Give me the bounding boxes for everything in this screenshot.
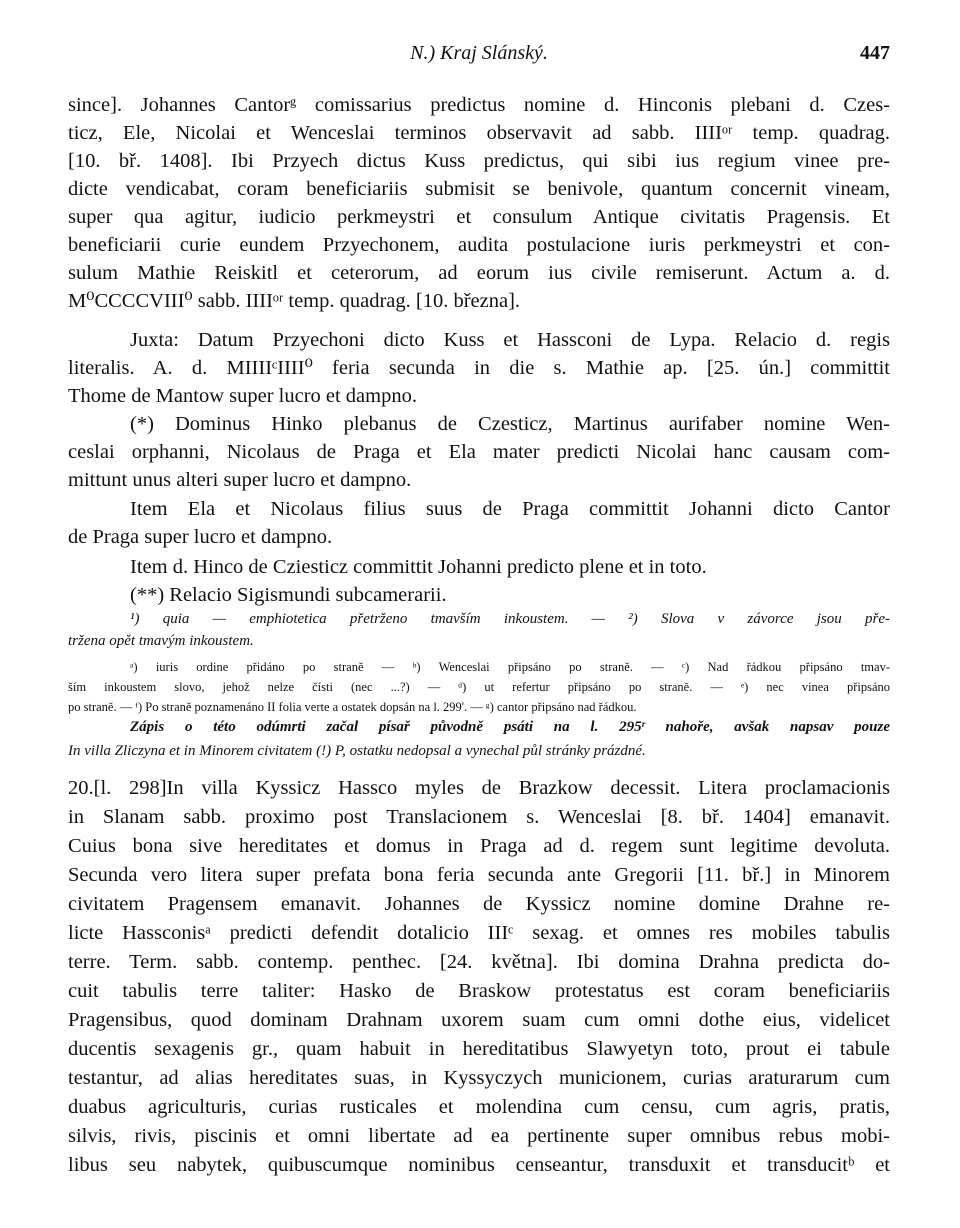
text-line: Pragensibus, quod dominam Drahnam uxorem suam cum omni dothe eius, videlicet [68,1009,890,1031]
document-page [68,0,890,1228]
text-line: Item d. Hinco de Cziesticz committit Johanni predicto plene et in toto. [130,556,707,578]
text-line: 20.[l. 298]In villa Kyssicz Hassco myles de Brazkow decessit. Litera proclamacionis [68,777,890,799]
running-head [68,42,890,72]
text-line: (*) Dominus Hinko plebanus de Czesticz, Martinus aurifaber nomine Wen- [130,413,890,435]
text-line: mittunt unus alteri super lucro et dampno. [68,469,412,491]
text-line: Secunda vero litera super prefata bona feria secunda ante Gregorii [11. bř.] in Minorem [68,864,890,886]
text-line: silvis, rivis, piscinis et omni libertate ad ea pertinente super omnibus rebus mobi- [68,1125,890,1147]
text-line: Cuius bona sive hereditates et domus in Praga ad d. regem sunt legitime devoluta. [68,835,890,857]
text-line: (**) Relacio Sigismundi subcamerarii. [130,584,447,606]
text-line: Item Ela et Nicolaus filius suus de Praga committit Johanni dicto Cantor [130,498,890,520]
text-line: M⁰CCCCVIII⁰ sabb. IIIIᵒʳ temp. quadrag. [10. března]. [68,290,521,312]
text-line: in Slanam sabb. proximo post Translacionem s. Wenceslai [8. bř. 1404] emanavit. [68,806,890,828]
text-line: dicte vendicabat, coram beneficiariis submisit se benivole, quantum concernit vineam, [68,178,890,200]
footnote-line: po straně. — ᶠ) Po straně poznamenáno II folia verte a ostatek dopsán na l. 299'. — ᵍ) cantor připsáno nad řádkou. [68,700,637,714]
text-line: Thome de Mantow super lucro et dampno. [68,385,417,407]
text-line: civitatem Pragensem emanavit. Johannes de Kyssicz nomine domine Drahne re- [68,893,890,915]
text-line: sulum Mathie Reiskitl et ceterorum, ad eorum ius civile remiserunt. Actum a. d. [68,262,890,284]
text-line: testantur, ad alias hereditates suas, in Kyssyczych municionem, curias araturarum cum [68,1067,890,1089]
footnote-line: ším inkoustem slovo, jehož nelze čísti (nec ...?) — ᵈ) ut refertur připsáno po straně. — ᵉ) nec vinea připsáno [68,680,890,694]
text-line: Juxta: Datum Przyechoni dicto Kuss et Hassconi de Lypa. Relacio d. regis [130,329,890,351]
text-line: ducentis sexagenis gr., quam habuit in hereditatibus Slawyetyn toto, prout ei tabule [68,1038,890,1060]
text-line: libus seu nabytek, quibuscumque nominibus censeantur, transduxit et transducitᵇ et [68,1154,890,1176]
text-line: licte Hassconisᵃ predicti defendit dotalicio IIIᶜ sexag. et omnes res mobiles tabulis [68,922,890,944]
text-line: ticz, Ele, Nicolai et Wenceslai terminos observavit ad sabb. IIIIᵒʳ temp. quadrag. [68,122,890,144]
text-line: literalis. A. d. MIIIIᶜIIII⁰ feria secunda in die s. Mathie ap. [25. ún.] committit [68,357,890,379]
text-line: ceslai orphanni, Nicolaus de Praga et Ela mater predicti Nicolai hanc causam com- [68,441,890,463]
text-line: cuit tabulis terre taliter: Hasko de Braskow protestatus est coram beneficiariis [68,980,890,1002]
text-line: beneficiarii curie eundem Przyechonem, audita postulacione iuris perkmeystri et con- [68,234,890,256]
text-line: [10. bř. 1408]. Ibi Przyech dictus Kuss predictus, qui sibi ius regium vinee pre- [68,150,890,172]
page-number: 447 [860,42,890,64]
footnote-line: ᵃ) iuris ordine přidáno po straně — ᵇ) Wenceslai připsáno po straně. — ᶜ) Nad řádkou připsáno tmav- [130,660,890,674]
footnote-line: tržena opět tmavým inkoustem. [68,633,254,649]
text-line: duabus agriculturis, curias rusticales et molendina cum censu, cum agris, pratis, [68,1096,890,1118]
running-title: N.) Kraj Slánský. [410,42,548,64]
note-line: Zápis o této odúmrti začal písař původně psáti na l. 295ʳ nahoře, avšak napsav pouze [130,719,890,735]
text-line: super qua agitur, iudicio perkmeystri et consulum Antique civitatis Pragensis. Et [68,206,890,228]
text-line: since]. Johannes Cantorᵍ comissarius predictus nomine d. Hinconis plebani d. Czes- [68,94,890,116]
footnote-line: ¹) quia — emphiotetica přetrženo tmavším inkoustem. — ²) Slova v závorce jsou pře- [130,611,890,627]
text-line: terre. Term. sabb. contemp. penthec. [24. května]. Ibi domina Drahna predicta do- [68,951,890,973]
text-line: de Praga super lucro et dampno. [68,526,333,548]
note-line: In villa Zliczyna et in Minorem civitatem (!) P, ostatku nedopsal a vynechal půl stránky prázdné. [68,743,646,759]
